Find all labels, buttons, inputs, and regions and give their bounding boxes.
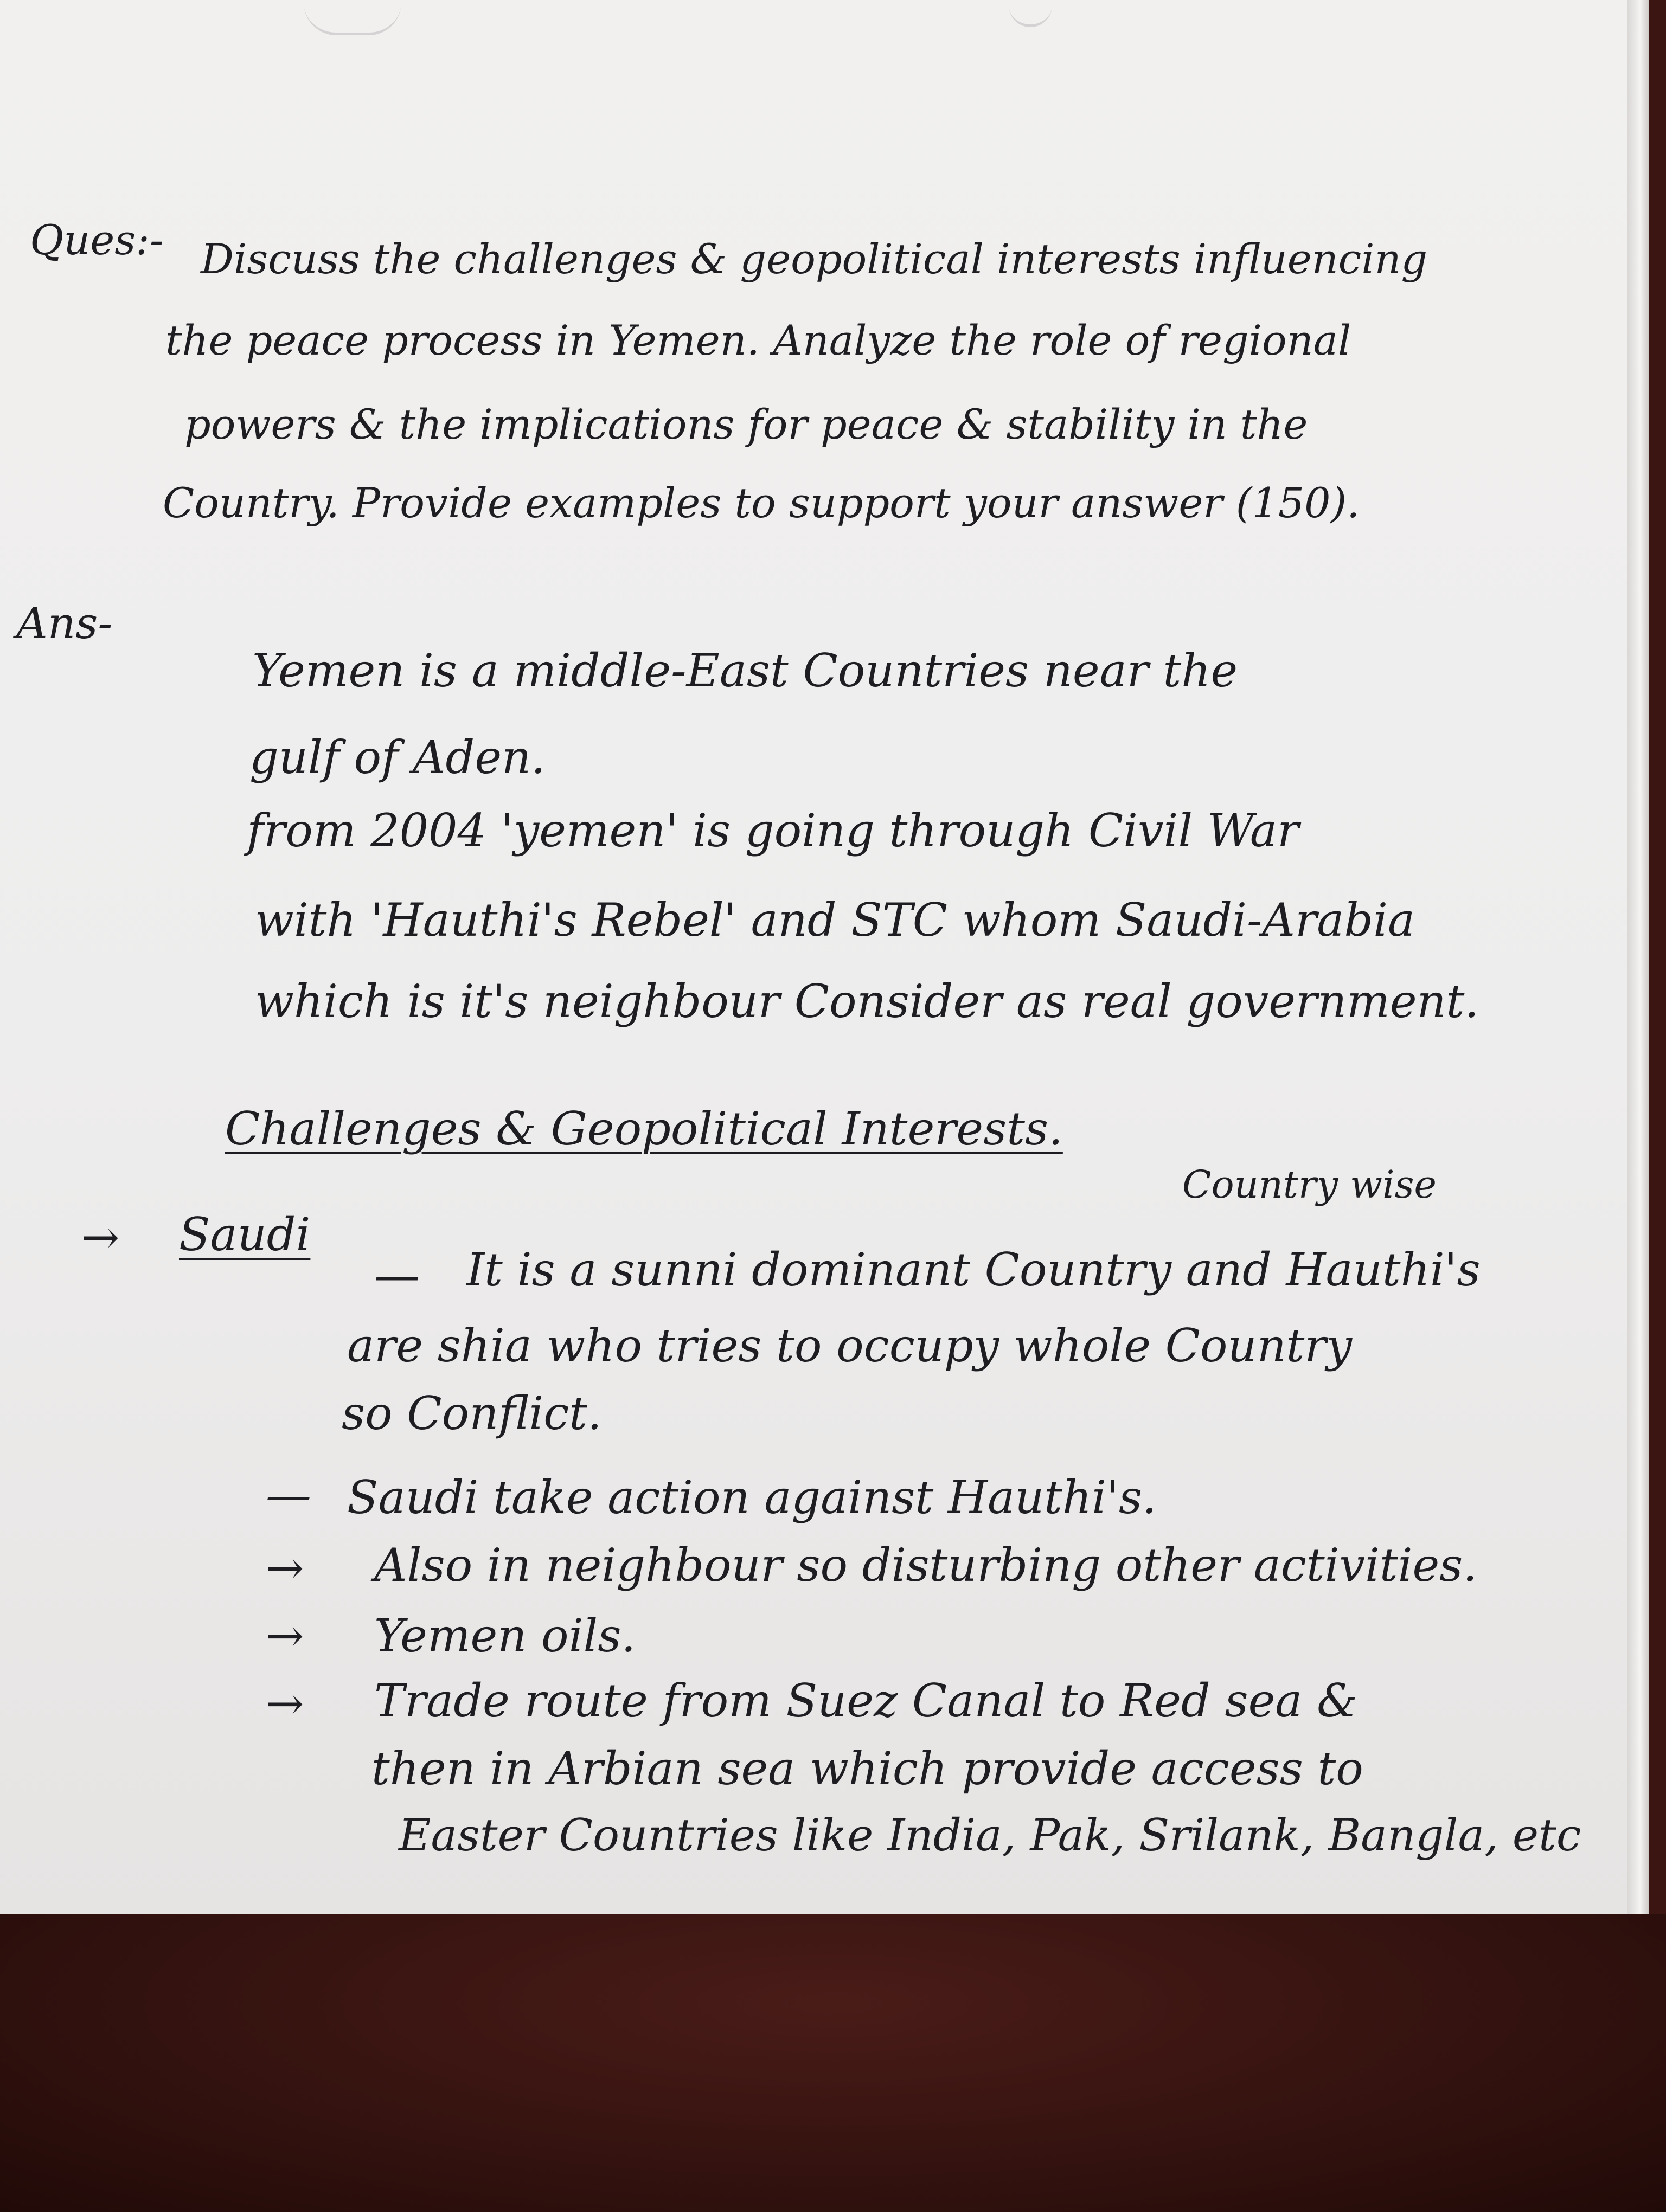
question-line-1: Discuss the challenges & geopolitical interests influencing <box>201 235 1428 283</box>
bullet-marker: → <box>266 1609 304 1662</box>
bleed-through-mark <box>1009 0 1052 27</box>
country-line-3: so Conflict. <box>342 1387 602 1440</box>
bullet-text: Also in neighbour so disturbing other activities. <box>374 1539 1477 1592</box>
bullet-text: Trade route from Suez Canal to Red sea & <box>374 1674 1357 1727</box>
bullet-marker: → <box>266 1541 304 1594</box>
intro-line-5: which is it's neighbour Consider as real government. <box>255 975 1479 1028</box>
country-label: Saudi <box>179 1208 311 1261</box>
intro-line-4: with 'Hauthi's Rebel' and STC whom Saudi-Arabia <box>255 893 1415 947</box>
continuation-line-2: Easter Countries like India, Pak, Srilank, Bangla, etc <box>399 1810 1581 1861</box>
question-line-4: Country. Provide examples to support your answer (150). <box>163 479 1360 527</box>
page-edge <box>1627 0 1649 1914</box>
bullet-marker: — <box>266 1468 311 1521</box>
bleed-through-mark <box>304 0 401 35</box>
section-heading: Challenges & Geopolitical Interests. <box>225 1102 1063 1155</box>
answer-label: Ans- <box>16 598 113 648</box>
intro-line-1: Yemen is a middle-East Countries near the <box>252 644 1238 697</box>
bullet-marker: → <box>266 1677 304 1730</box>
intro-line-3: from 2004 'yemen' is going through Civil War <box>247 804 1299 857</box>
bullet-text: Yemen oils. <box>374 1609 636 1662</box>
intro-line-2: gulf of Aden. <box>249 731 546 784</box>
question-label: Ques:- <box>30 216 164 264</box>
country-line-1: It is a sunni dominant Country and Hauthi's <box>466 1243 1481 1296</box>
section-suffix: Country wise <box>1182 1162 1437 1207</box>
dash-icon: — <box>374 1249 420 1302</box>
question-line-2: the peace process in Yemen. Analyze the role of regional <box>165 316 1351 364</box>
country-line-2: are shia who tries to occupy whole Country <box>347 1319 1353 1372</box>
table-surface <box>0 1914 1666 2212</box>
arrow-icon: → <box>81 1211 120 1264</box>
question-line-3: powers & the implications for peace & stability in the <box>184 400 1308 448</box>
continuation-line-1: then in Arbian sea which provide access to <box>371 1742 1363 1795</box>
bullet-text: Saudi take action against Hauthi's. <box>347 1471 1157 1524</box>
